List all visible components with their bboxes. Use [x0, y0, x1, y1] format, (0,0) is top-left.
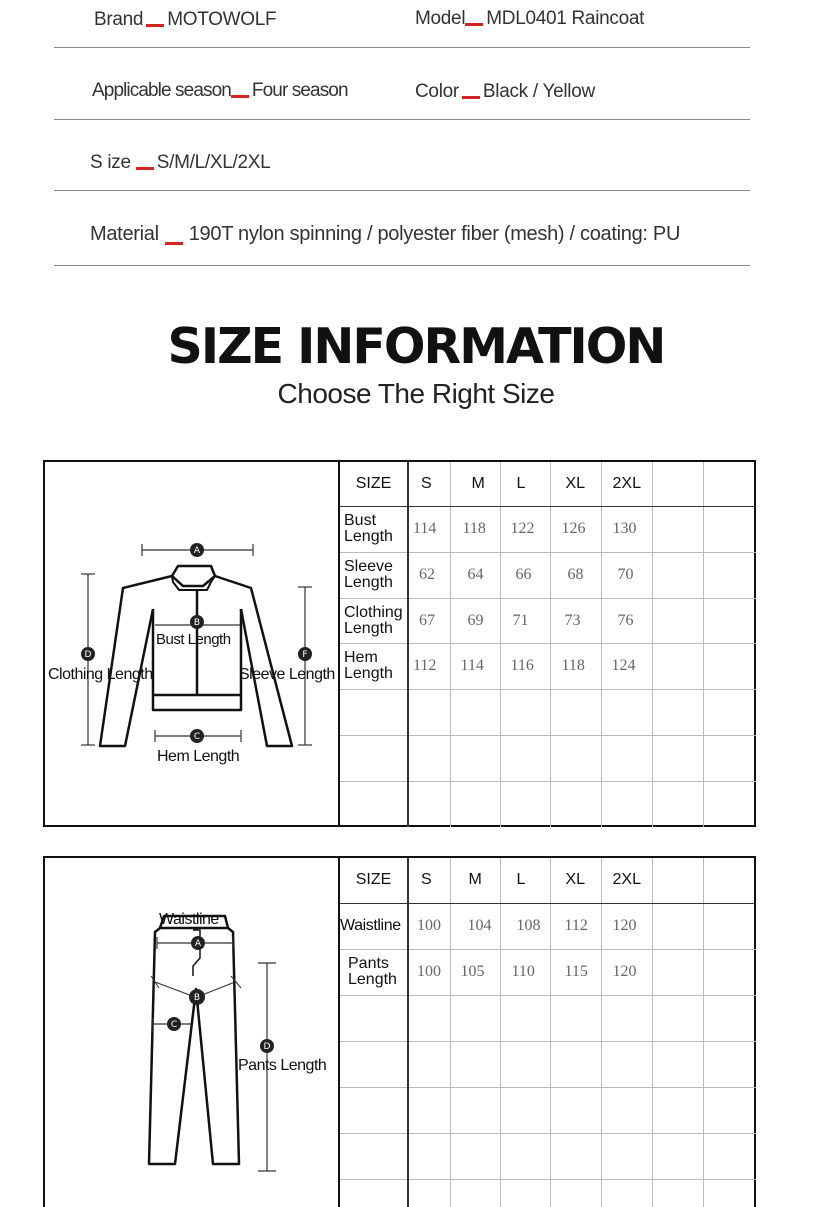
pants-size-table [340, 858, 756, 1207]
table-row-empty [340, 1087, 756, 1133]
jacket-size-table [340, 462, 756, 827]
clothing-length-label: Clothing Length [48, 666, 153, 683]
red-dash-icon [136, 167, 154, 170]
sleeve-length-label: Sleeve Length [239, 666, 335, 683]
table-cell: 76 [601, 598, 652, 643]
empty-header [703, 858, 756, 903]
table-cell: 122 [500, 506, 550, 552]
table-cell: 112 [550, 903, 601, 949]
spec-brand-label: Brand [94, 9, 144, 30]
size-2xl-header: 2XL [601, 858, 652, 903]
spec-season [92, 80, 348, 102]
spec-model [415, 8, 644, 30]
bust-length-label: Bust Length [156, 631, 231, 648]
spec-brand-value: MOTOWOLF [167, 9, 277, 30]
table-cell: 114 [408, 506, 450, 552]
table-header-row [340, 858, 756, 903]
table-cell: 120 [601, 903, 652, 949]
table-cell [703, 949, 756, 995]
red-dash-icon [146, 24, 164, 27]
table-cell [652, 643, 703, 689]
table-row-empty [340, 995, 756, 1041]
table-cell: 105 [450, 949, 500, 995]
table-cell: 100 [408, 949, 450, 995]
table-row-empty [340, 781, 756, 827]
table-cell: 126 [550, 506, 601, 552]
size-s-header: S [408, 462, 450, 506]
spec-brand [94, 9, 276, 31]
jacket-figure [45, 462, 340, 825]
table-cell: 120 [601, 949, 652, 995]
table-cell: 116 [500, 643, 550, 689]
row-label-waistline: Waistline [340, 903, 408, 949]
waistline-label: Waistline [159, 911, 219, 928]
svg-text:C: C [193, 732, 201, 742]
table-cell: 71 [500, 598, 550, 643]
red-dash-icon [465, 23, 483, 26]
size-m-header: M [450, 858, 500, 903]
svg-text:D: D [84, 650, 92, 660]
table-cell: 115 [550, 949, 601, 995]
spec-season-label: Applicable season [92, 80, 231, 101]
spec-material-label: Material [90, 223, 159, 245]
table-cell: 118 [450, 506, 500, 552]
table-row [340, 552, 756, 598]
red-dash-icon [462, 96, 480, 99]
page-subtitle: Choose The Right Size [277, 378, 555, 409]
table-cell [703, 643, 756, 689]
table-row-empty [340, 1041, 756, 1087]
spec-size-value: S/M/L/XL/2XL [156, 152, 271, 173]
spec-color [415, 81, 595, 103]
table-cell: 70 [601, 552, 652, 598]
size-xl-header: XL [550, 462, 601, 506]
table-row [340, 598, 756, 643]
table-row [340, 903, 756, 949]
svg-text:A: A [193, 546, 201, 556]
pants-figure [45, 858, 340, 1207]
size-l-header: L [500, 462, 550, 506]
table-cell [703, 552, 756, 598]
table-row [340, 949, 756, 995]
spec-season-value: Four season [251, 80, 348, 101]
row-label-sleeve: Sleeve Length [340, 552, 408, 598]
table-row-empty [340, 1179, 756, 1207]
svg-text:B: B [193, 618, 201, 628]
table-cell: 124 [601, 643, 652, 689]
row-label-bust: Bust Length [340, 506, 408, 552]
table-cell: 62 [408, 552, 450, 598]
size-column-header: SIZE [340, 462, 408, 506]
size-m-header: M [450, 462, 500, 506]
table-cell [703, 598, 756, 643]
table-row [340, 506, 756, 552]
table-cell: 130 [601, 506, 652, 552]
row-label-hem: Hem Length [340, 643, 408, 689]
size-column-header: SIZE [340, 858, 408, 903]
spec-model-value: MDL0401 Raincoat [486, 8, 645, 29]
table-cell: 114 [450, 643, 500, 689]
table-cell [652, 598, 703, 643]
table-cell [703, 506, 756, 552]
table-row-empty [340, 1133, 756, 1179]
svg-text:D: D [263, 1042, 271, 1052]
table-row-empty [340, 735, 756, 781]
size-xl-header: XL [550, 858, 601, 903]
table-cell: 118 [550, 643, 601, 689]
table-row [340, 643, 756, 689]
red-dash-icon [231, 95, 249, 98]
svg-text:A: A [194, 939, 202, 949]
table-header-row [340, 462, 756, 506]
table-cell: 68 [550, 552, 601, 598]
hem-length-label: Hem Length [157, 748, 240, 765]
table-cell: 73 [550, 598, 601, 643]
svg-text:F: F [302, 650, 308, 660]
table-cell: 100 [408, 903, 450, 949]
table-cell [703, 903, 756, 949]
table-cell: 110 [500, 949, 550, 995]
table-cell [652, 903, 703, 949]
spec-color-value: Black / Yellow [482, 81, 595, 102]
row-label-pants-length: Pants Length [340, 949, 408, 995]
pants-size-panel [43, 856, 756, 1207]
table-cell: 67 [408, 598, 450, 643]
jacket-size-panel [43, 460, 756, 827]
size-l-header: L [500, 858, 550, 903]
size-2xl-header: 2XL [601, 462, 652, 506]
svg-text:B: B [193, 993, 201, 1003]
svg-text:C: C [170, 1020, 178, 1030]
empty-header [703, 462, 756, 506]
row-label-clothing: Clothing Length [340, 598, 408, 643]
empty-header [652, 462, 703, 506]
spec-size-label: S ize [90, 152, 131, 173]
spec-model-label: Model [415, 8, 466, 29]
table-cell: 69 [450, 598, 500, 643]
pants-length-label: Pants Length [238, 1057, 327, 1074]
table-cell [652, 552, 703, 598]
spec-size [90, 152, 270, 174]
table-cell [652, 506, 703, 552]
red-dash-icon [165, 242, 183, 245]
table-cell: 104 [450, 903, 500, 949]
table-row-empty [340, 689, 756, 735]
table-cell: 64 [450, 552, 500, 598]
spec-material [90, 223, 680, 246]
table-cell: 108 [500, 903, 550, 949]
size-s-header: S [408, 858, 450, 903]
empty-header [652, 858, 703, 903]
page-title: SIZE INFORMATION [167, 318, 665, 375]
spec-material-value: 190T nylon spinning / polyester fiber (mesh) / coating: PU [188, 223, 681, 245]
table-cell: 66 [500, 552, 550, 598]
table-cell: 112 [408, 643, 450, 689]
table-cell [652, 949, 703, 995]
spec-color-label: Color [415, 81, 459, 102]
